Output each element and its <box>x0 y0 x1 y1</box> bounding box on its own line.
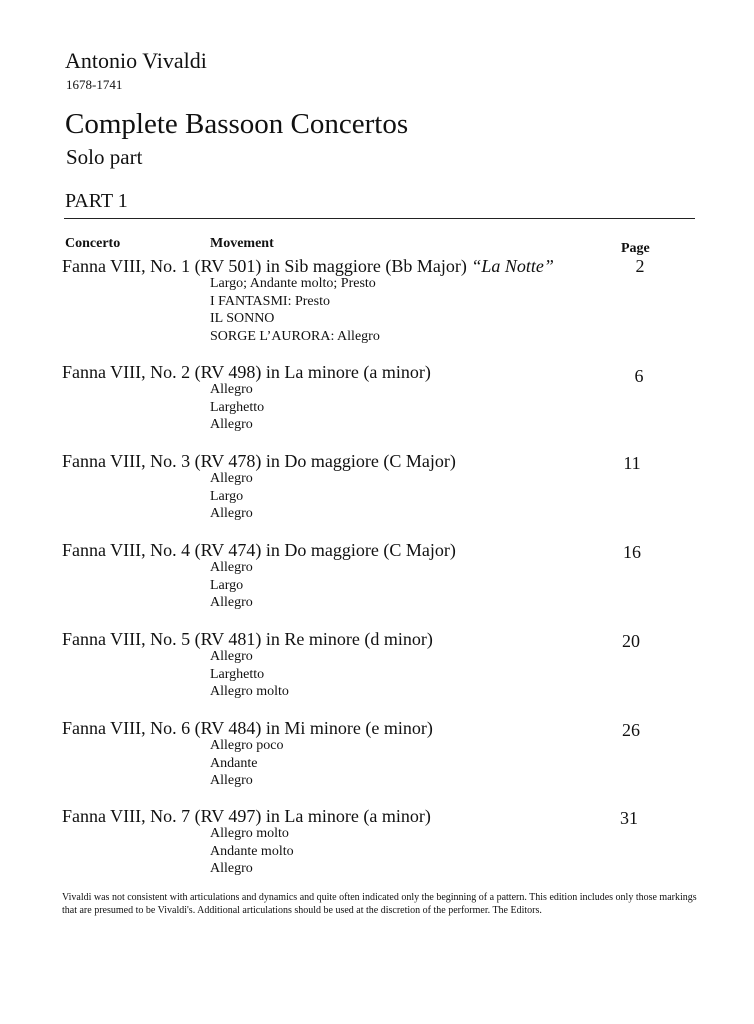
column-header-concerto: Concerto <box>65 236 121 251</box>
concerto-title <box>62 256 554 277</box>
horizontal-rule <box>64 218 695 219</box>
concerto-title <box>62 629 433 650</box>
page-number: 16 <box>623 542 641 562</box>
movement-item: Allegro <box>210 649 253 664</box>
column-header-page: Page <box>621 241 650 256</box>
movement-item: Allegro <box>210 773 253 788</box>
part-heading: PART 1 <box>65 190 128 212</box>
movement-list <box>210 648 289 701</box>
movement-item: Largo <box>210 577 244 593</box>
concerto-title-text: Fanna VIII, No. 3 (RV 478) in Do maggiore (C Major) <box>62 451 456 471</box>
movement-item: Allegro <box>210 417 253 432</box>
concerto-entry <box>0 362 754 452</box>
composer-name: Antonio Vivaldi <box>65 48 207 73</box>
movement-item: Allegro molto <box>210 684 289 699</box>
concerto-title-text: Fanna VIII, No. 7 (RV 497) in La minore (a minor) <box>62 806 431 826</box>
concerto-title <box>62 362 431 383</box>
page-number: 2 <box>635 256 645 276</box>
concerto-title-text: Fanna VIII, No. 6 (RV 484) in Mi minore (e minor) <box>62 718 433 738</box>
page-number: 6 <box>634 366 644 386</box>
movement-item: Largo <box>210 488 244 504</box>
movement-list <box>210 825 294 878</box>
concerto-entry <box>0 540 754 630</box>
movement-item: Largo; Andante molto; Presto <box>210 276 376 291</box>
movement-item: Allegro <box>210 861 253 876</box>
movement-item: Larghetto <box>210 399 265 415</box>
concerto-entry <box>0 629 754 719</box>
concerto-title-text: Fanna VIII, No. 5 (RV 481) in Re minore (d minor) <box>62 629 433 649</box>
editorial-footnote: Vivaldi was not consistent with articulations and dynamics and quite often indicated only the beginning of a pattern. This edition includes only those markings that are presumed to be Vivaldi's. Additional articulations should be used at the discretion of the performer. The Editors. <box>62 892 697 916</box>
page-number: 26 <box>622 720 640 740</box>
concerto-title-text: Fanna VIII, No. 4 (RV 474) in Do maggiore (C Major) <box>62 540 456 560</box>
movement-list <box>210 559 253 612</box>
page-number: 31 <box>620 808 638 828</box>
movement-item: Allegro <box>210 595 253 610</box>
concerto-nickname: “La Notte” <box>471 256 554 276</box>
movement-item: I FANTASMI: Presto <box>210 293 330 309</box>
movement-item: Allegro molto <box>210 826 289 841</box>
movement-item: Allegro <box>210 560 253 575</box>
page-number: 20 <box>622 631 640 651</box>
concerto-title <box>62 806 431 827</box>
concerto-entry <box>0 718 754 808</box>
movement-list <box>210 737 283 790</box>
concerto-entry <box>0 256 754 346</box>
concerto-title-text: Fanna VIII, No. 2 (RV 498) in La minore (a minor) <box>62 362 431 382</box>
concerto-entry <box>0 451 754 541</box>
concerto-title-text: Fanna VIII, No. 1 (RV 501) in Sib maggiore (Bb Major) <box>62 256 467 276</box>
movement-item: SORGE L’AURORA: Allegro <box>210 328 380 344</box>
concerto-entry <box>0 806 754 896</box>
page-subtitle: Solo part <box>66 145 143 169</box>
movement-item: Andante <box>210 755 258 771</box>
page-title: Complete Bassoon Concertos <box>65 108 409 140</box>
concerto-title <box>62 540 456 561</box>
movement-item: Larghetto <box>210 666 265 682</box>
movement-list <box>210 275 380 345</box>
movement-item: Allegro <box>210 471 253 486</box>
movement-item: Allegro <box>210 382 253 397</box>
concerto-title <box>62 451 456 472</box>
movement-item: Allegro poco <box>210 738 284 753</box>
movement-item: Andante molto <box>210 843 294 859</box>
column-header-movement: Movement <box>210 236 274 251</box>
composer-years: 1678-1741 <box>66 77 123 92</box>
movement-list <box>210 381 264 434</box>
movement-list <box>210 470 253 523</box>
page-number: 11 <box>623 453 641 473</box>
movement-item: Allegro <box>210 506 253 521</box>
concerto-title <box>62 718 433 739</box>
movement-item: IL SONNO <box>210 311 275 326</box>
